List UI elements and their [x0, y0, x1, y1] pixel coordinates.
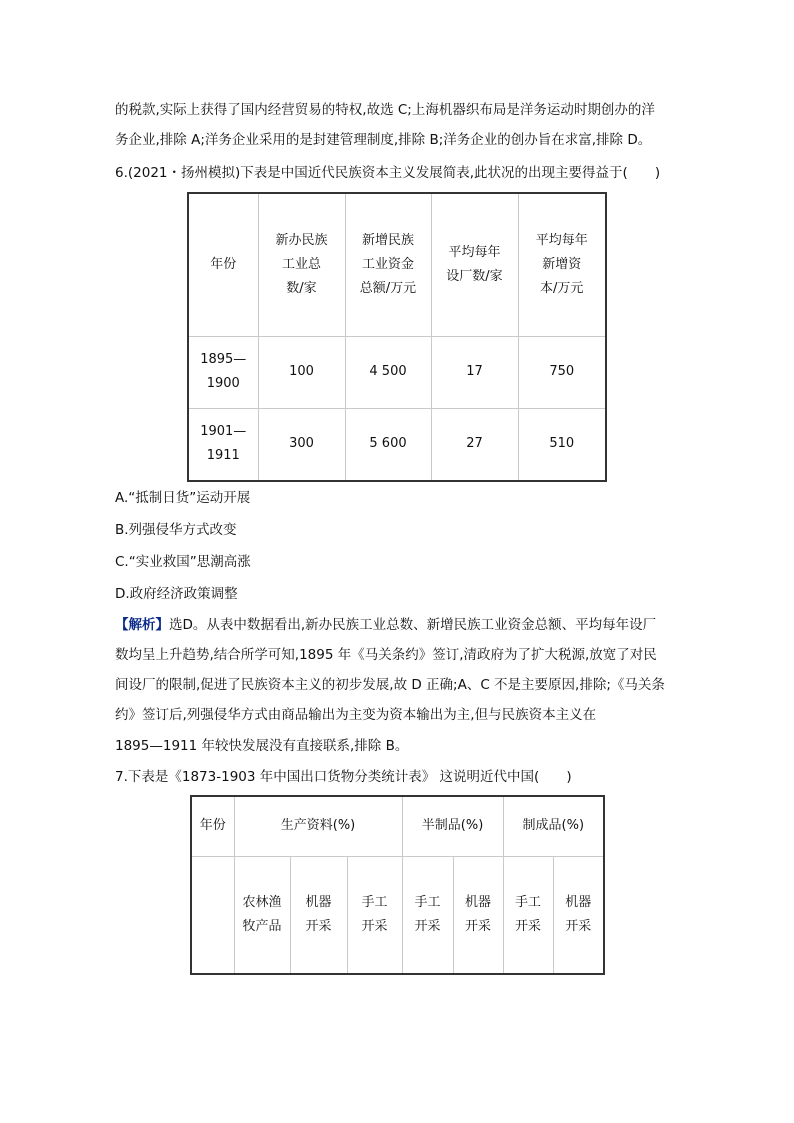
table-row — [188, 336, 606, 408]
option-a[interactable]: A.“抵制日货”运动开展 — [115, 490, 251, 506]
header-cell-year: 年份 — [191, 796, 234, 856]
header-cell-year: 年份 — [188, 193, 258, 336]
intro-line-2: 务企业,排除 A;洋务企业采用的是封建管理制度,排除 B;洋务企业的创办旨在求富,排除 D。 — [115, 132, 652, 148]
intro-line-1: 的税款,实际上获得了国内经营贸易的特权,故选 C;上海机器织布局是洋务运动时期创办的洋 — [115, 102, 655, 118]
question-6-table — [187, 192, 607, 482]
header-cell-avg-capital: 平均每年 新增资 本/万元 — [518, 193, 606, 336]
cell-year: 1901— 1911 — [188, 408, 258, 481]
analysis-line-5: 1895—1911 年较快发展没有直接联系,排除 B。 — [115, 738, 409, 754]
analysis-line-2: 数均呈上升趋势,结合所学可知,1895 年《马关条约》签订,清政府为了扩大税源,放宽了对民 — [115, 647, 657, 663]
header-cell-new-firms: 新办民族 工业总 数/家 — [258, 193, 345, 336]
subheader-cell: 手工 开采 — [402, 856, 453, 974]
analysis-line-4: 约》签订后,列强侵华方式由商品输出为主变为资本输出为主,但与民族资本主义在 — [115, 707, 597, 723]
question-6-stem: 6.(2021・扬州模拟)下表是中国近代民族资本主义发展简表,此状况的出现主要得益于( ) — [115, 165, 661, 181]
question-7-stem: 7.下表是《1873-1903 年中国出口货物分类统计表》 这说明近代中国( ) — [115, 769, 572, 785]
option-d[interactable]: D.政府经济政策调整 — [115, 586, 238, 602]
question-7-table — [190, 795, 605, 975]
cell-year: 1895— 1900 — [188, 336, 258, 408]
option-c[interactable]: C.“实业救国”思潮高涨 — [115, 554, 251, 570]
analysis-tag: 【解析】 — [115, 617, 169, 633]
cell-avg-capital: 510 — [518, 408, 606, 481]
header-cell-avg-firms: 平均每年 设厂数/家 — [431, 193, 518, 336]
cell-avg-firms: 17 — [431, 336, 518, 408]
subheader-cell: 机器 开采 — [290, 856, 347, 974]
cell-new-capital: 4 500 — [345, 336, 431, 408]
option-b[interactable]: B.列强侵华方式改变 — [115, 522, 237, 538]
cell-new-firms: 300 — [258, 408, 345, 481]
subheader-cell: 农林渔 牧产品 — [234, 856, 290, 974]
subheader-cell: 手工 开采 — [503, 856, 553, 974]
analysis-line-3: 间设厂的限制,促进了民族资本主义的初步发展,故 D 正确;A、C 不是主要原因,排除;《马关条 — [115, 677, 665, 693]
table-row — [188, 408, 606, 481]
cell-new-firms: 100 — [258, 336, 345, 408]
header-cell-production-materials: 生产资料(%) — [234, 796, 402, 856]
table-header-row — [191, 796, 604, 856]
cell-new-capital: 5 600 — [345, 408, 431, 481]
header-cell-semi-finished: 半制品(%) — [402, 796, 503, 856]
table-subheader-row — [191, 856, 604, 974]
subheader-cell: 手工 开采 — [347, 856, 402, 974]
subheader-cell: 机器 开采 — [453, 856, 503, 974]
subheader-cell-empty — [191, 856, 234, 974]
header-cell-new-capital: 新增民族 工业资金 总额/万元 — [345, 193, 431, 336]
header-cell-finished: 制成品(%) — [503, 796, 604, 856]
table-header-row — [188, 193, 606, 336]
analysis-line-1: 【解析】选D。从表中数据看出,新办民族工业总数、新增民族工业资金总额、平均每年设厂 — [115, 617, 657, 633]
cell-avg-firms: 27 — [431, 408, 518, 481]
cell-avg-capital: 750 — [518, 336, 606, 408]
subheader-cell: 机器 开采 — [553, 856, 604, 974]
